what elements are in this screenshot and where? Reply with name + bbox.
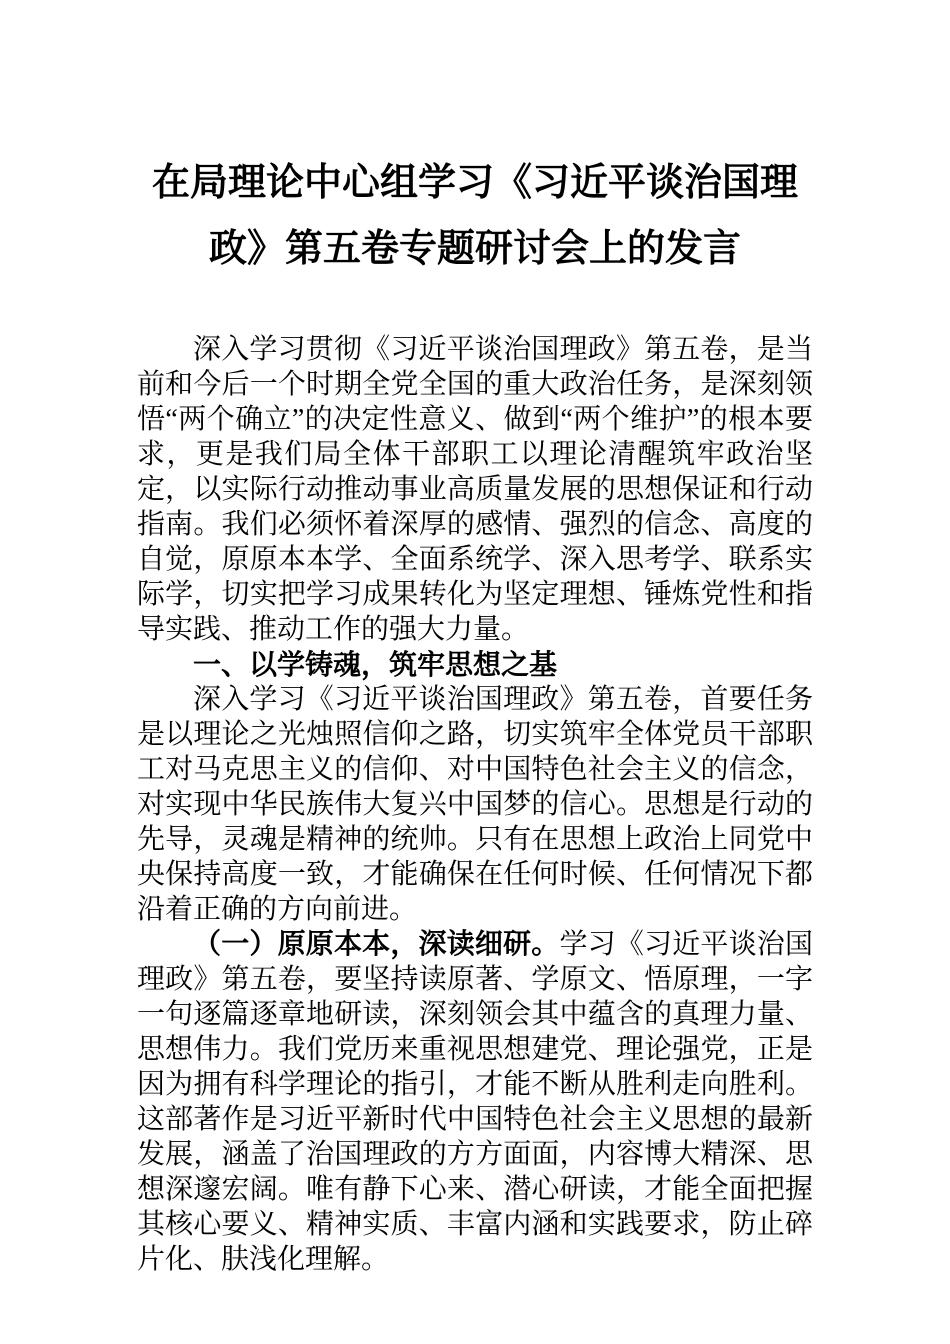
document-body xyxy=(137,332,813,1277)
subsection-body-text: 学习《习近平谈治国理政》第五卷，要坚持读原著、学原文、悟原理，一字一句逐篇逐章地研读，深刻领会其中蕴含的真理力量、思想伟力。我们党历来重视思想建党、理论强党，正是因为拥有科学理论的指引，才能不断从胜利走向胜利。这部著作是习近平新时代中国特色社会主义思想的最新发展，涵盖了治国理政的方方面面，内容博大精深、思想深邃宏阔。唯有静下心来、潜心研读，才能全面把握其核心要义、精神实质、丰富内涵和实践要求，防止碎片化、肤浅化理解。 xyxy=(137,929,813,1275)
subsection-lead-label: （一）原原本本，深读细研。 xyxy=(193,929,560,960)
document-title-line-2: 政》第五卷专题研讨会上的发言 xyxy=(208,228,741,270)
section-heading-1: 一、以学铸魂，筑牢思想之基 xyxy=(193,649,558,680)
document-title-line-1: 在局理论中心组学习《习近平谈治国理 xyxy=(151,162,798,204)
paragraph-section-1: 深入学习《习近平谈治国理政》第五卷，首要任务是以理论之光烛照信仰之路，切实筑牢全体党员干部职工对马克思主义的信仰、对中国特色社会主义的信念，对实现中华民族伟大复兴中国梦的信心。思想是行动的先导，灵魂是精神的统帅。只有在思想上政治上同党中央保持高度一致，才能确保在任何时候、任何情况下都沿着正确的方向前进。 xyxy=(137,684,813,925)
paragraph-intro: 深入学习贯彻《习近平谈治国理政》第五卷，是当前和今后一个时期全党全国的重大政治任务，是深刻领悟“两个确立”的决定性意义、做到“两个维护”的根本要求，更是我们局全体干部职工以理论清醒筑牢政治坚定，以实际行动推动事业高质量发展的思想保证和行动指南。我们必须怀着深厚的感情、强烈的信念、高度的自觉，原原本本学、全面系统学、深入思考学、联系实际学，切实把学习成果转化为坚定理想、锤炼党性和指导实践、推动工作的强大力量。 xyxy=(137,334,813,645)
document-title xyxy=(125,0,825,282)
paragraph-subsection-1 xyxy=(137,927,813,1277)
